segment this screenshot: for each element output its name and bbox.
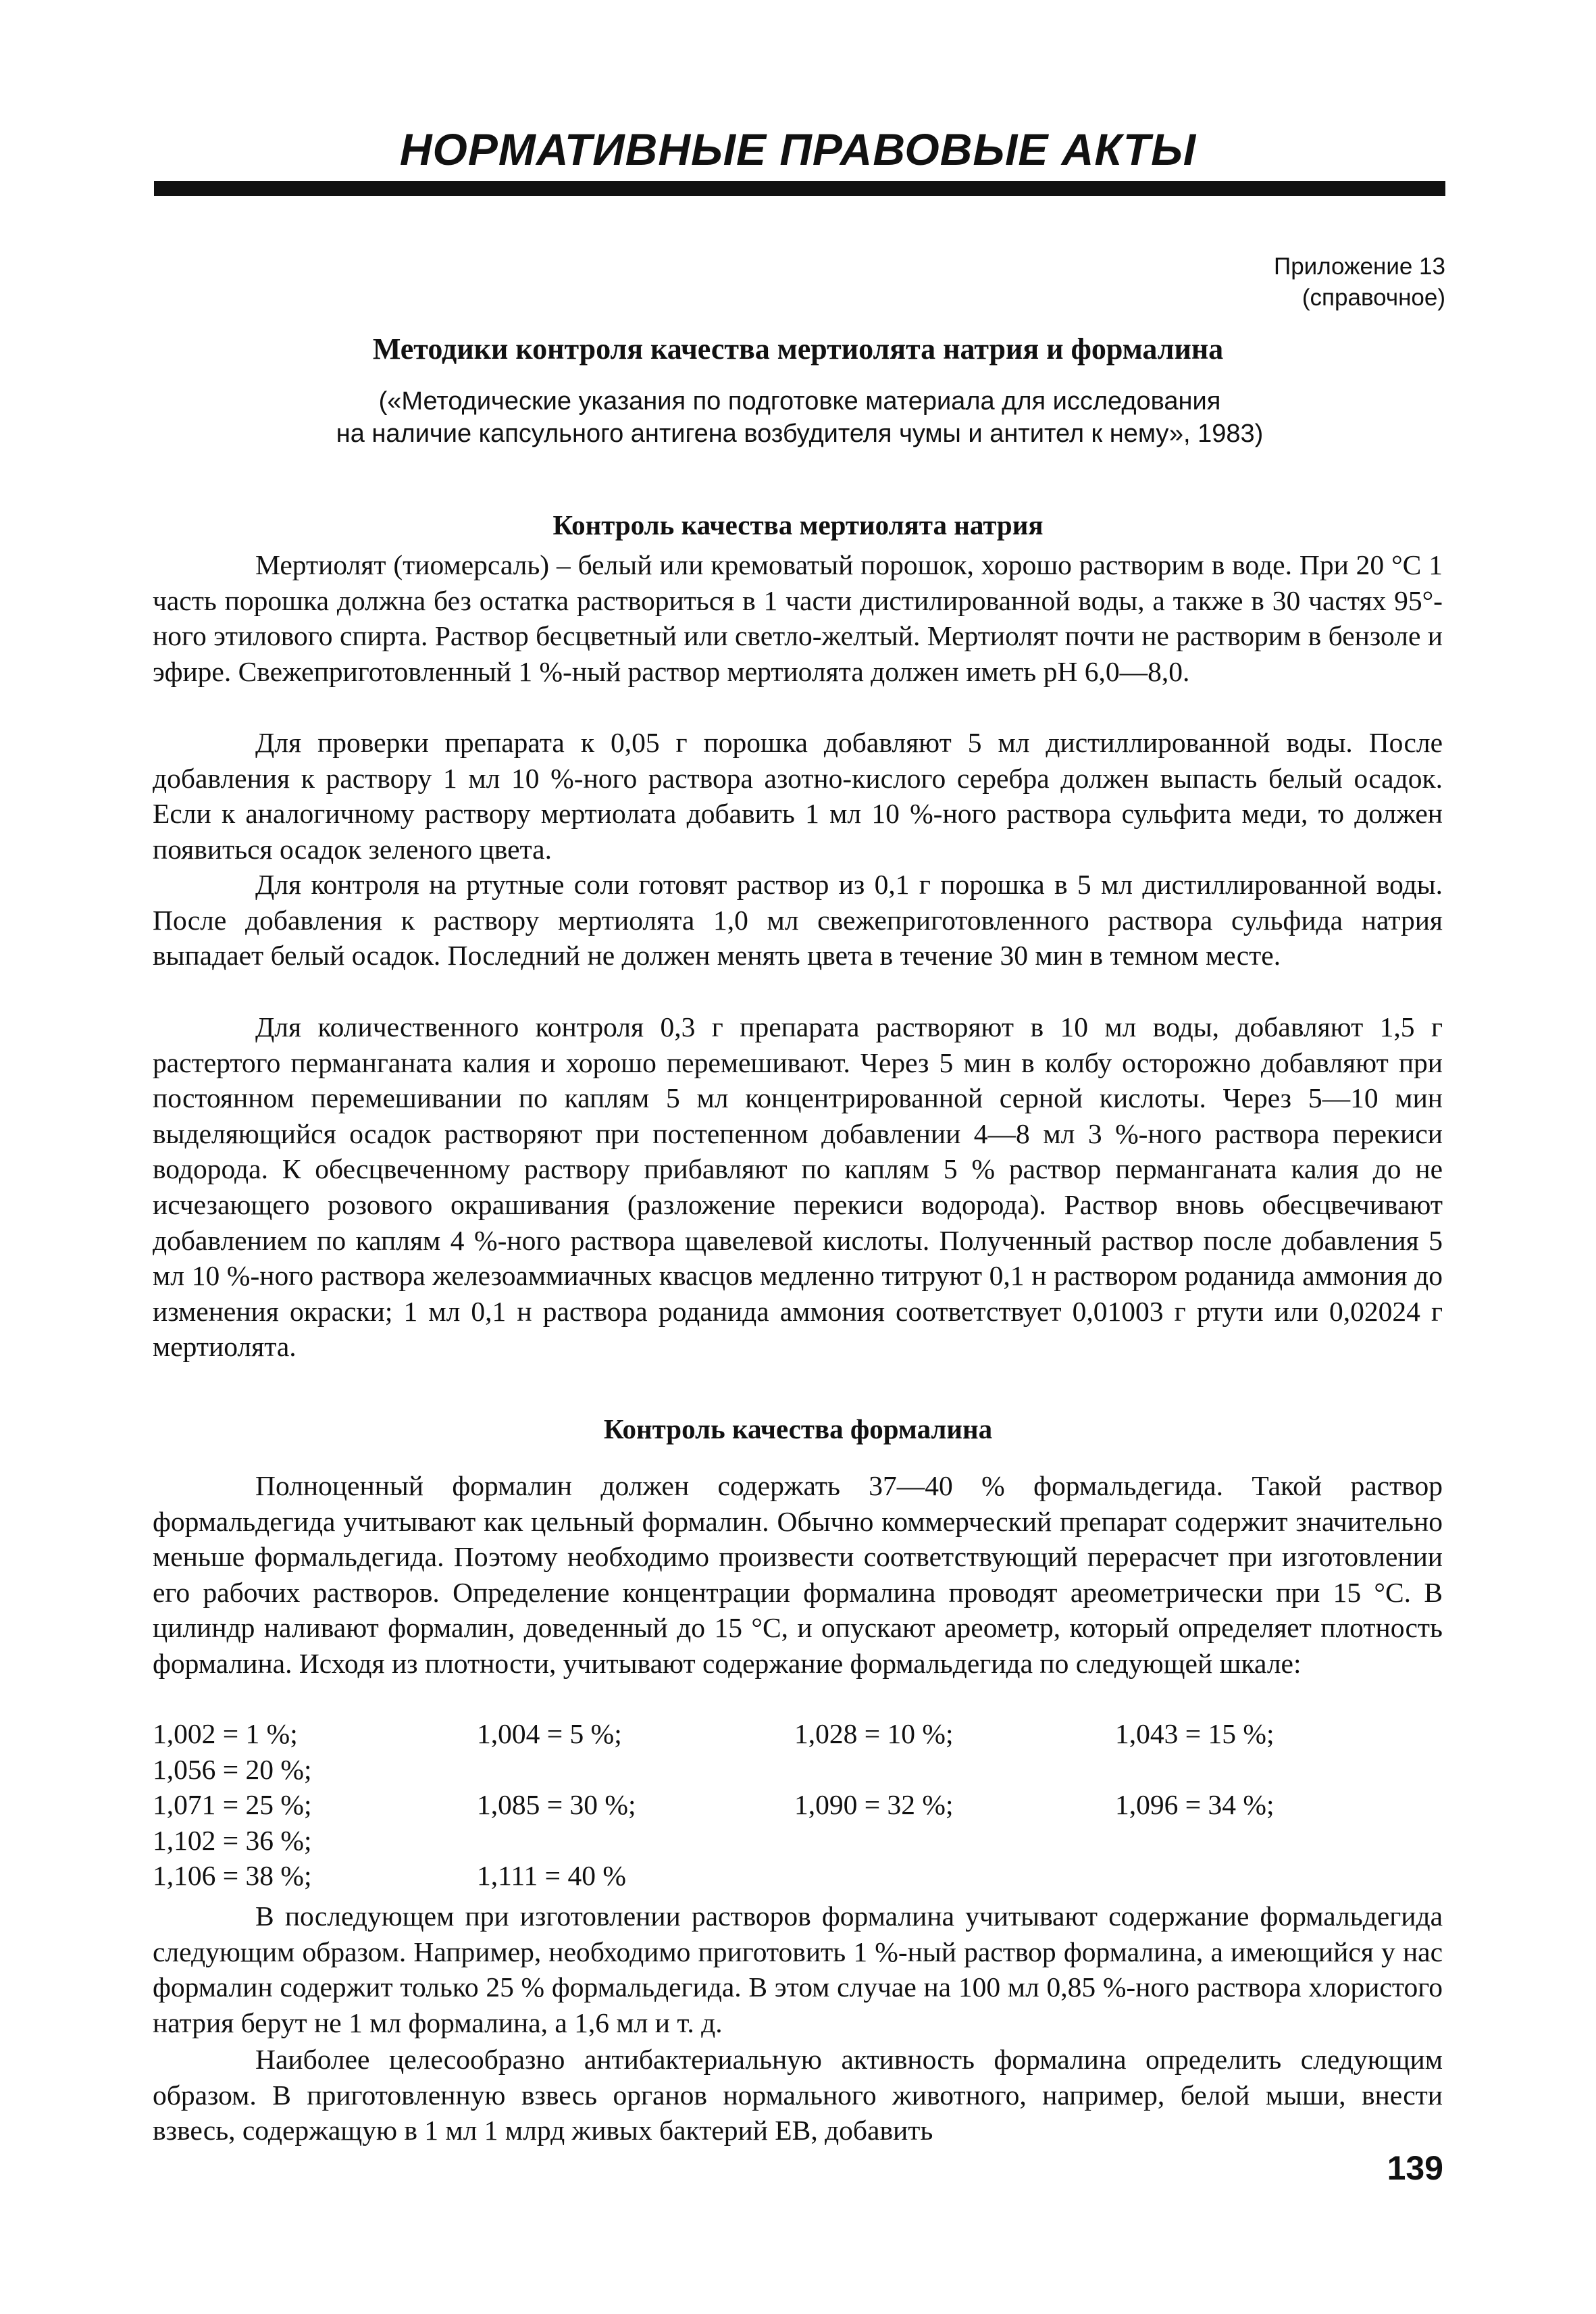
appendix-type: (справочное) [1302, 284, 1445, 311]
section-heading-formalin: Контроль качества формалина [603, 1413, 993, 1444]
paragraph: Для проверки препарата к 0,05 г порошка добавляют 5 мл дистиллированной воды. После добавления к раствору 1 мл 10 %-ного раствора азотно-кислого серебра должен выпасть белый осадок. Если к аналогичному раствору мертиолата добавить 1 мл 10 %-ного раствора сульфита меди, то должен появиться осадок зеленого цвета. [153, 727, 1443, 865]
scale-row [153, 1752, 1443, 1788]
paragraph: Для количественного контроля 0,3 г препарата растворяют в 10 мл воды, добавляют 1,5 г растертого перманганата калия и хорошо перемешивают. Через 5 мин в колбу осторожно добавляют при постоянном перемешивании по каплям 5 мл концентрированной серной кислоты. Через 5—10 мин выделяющийся осадок растворяют при постепенном добавлении 4—8 мл 3 %-ного раствора перекиси водорода. К обесцвеченному раствору прибавляют по каплям 5 % раствор перманганата калия до не исчезающего розового окрашивания (разложение перекиси водорода). Раствор вновь обесцвечивают добавлением по каплям 4 %-ного раствора щавелевой кислоты. Полученный раствор после добавления 5 мл 10 %-ного раствора железоаммиачных квасцов медленно титруют 0,1 н раствором роданида аммония до изменения окраски; 1 мл 0,1 н раствора роданида аммония соответствует 0,01003 г ртути или 0,02024 г мертиолята. [153, 1011, 1443, 1363]
document-source [154, 385, 1445, 450]
paragraph: Наиболее целесообразно антибактериальную активность формалина определить следующим образом. В приготовленную взвесь органов нормального животного, например, белой мыши, внести взвесь, содержащую в 1 мл 1 млрд живых бактерий ЕВ, добавить [153, 2044, 1443, 2146]
scale-row [153, 1823, 1443, 1859]
document-title: Методики контроля качества мертиолята натрия и формалина [372, 332, 1224, 366]
paragraph: Полноценный формалин должен содержать 37—40 % формальдегида. Такой раствор формальдегида учитывают как цельный формалин. Обычно коммерческий препарат содержит значительно меньше формальдегида. Поэтому необходимо произвести соответствующий перерасчет при изготовлении его рабочих растворов. Определение концентрации формалина проводят ареометрически при 15 °С. В цилиндр наливают формалин, доведенный до 15 °С, и опускают ареометр, который определяет плотность формалина. Исходя из плотности, учитывают содержание формальдегида по следующей шкале: [153, 1470, 1443, 1679]
appendix-number: Приложение 13 [1274, 253, 1445, 280]
scale-entry: 1,043 = 15 %; [1115, 1718, 1275, 1749]
scale-entry: 1,002 = 1 %; [153, 1718, 298, 1749]
scale-row [153, 1716, 1443, 1752]
running-header: НОРМАТИВНЫЕ ПРАВОВЫЕ АКТЫ [399, 124, 1197, 174]
section-heading-mertiolate: Контроль качества мертиолята натрия [552, 509, 1044, 540]
header-rule [154, 181, 1445, 196]
scale-row [153, 1787, 1443, 1823]
scale-entry: 1,090 = 32 %; [794, 1789, 954, 1821]
scale-entry: 1,106 = 38 %; [153, 1860, 312, 1892]
scale-entry: 1,004 = 5 %; [477, 1718, 622, 1749]
paragraph: Мертиолят (тиомерсаль) – белый или кремоватый порошок, хорошо растворим в воде. При 20 °С 1 часть порошка должна без остатка раствориться в 1 части дистилированной воды, а также в 30 частях 95°-ного этилового спирта. Раствор бесцветный или светло-желтый. Мертиолят почти не растворим в бензоле и эфире. Свежеприготовленный 1 %-ный раствор мертиолята должен иметь pH 6,0—8,0. [153, 549, 1443, 687]
paragraph: В последующем при изготовлении растворов формалина учитывают содержание формальдегида следующим образом. Например, необходимо приготовить 1 %-ный раствор формалина, а имеющийся у нас формалин содержит только 25 % формальдегида. В этом случае на 100 мл 0,85 %-ного раствора хлористого натрия берут не 1 мл формалина, а 1,6 мл и т. д. [153, 1901, 1443, 2038]
scale-entry: 1,102 = 36 %; [153, 1824, 312, 1856]
source-line-2: на наличие капсульного антигена возбудителя чумы и антител к нему», 1983) [336, 420, 1264, 448]
scale-row [153, 1858, 1443, 1894]
source-line-1: («Методические указания по подготовке материала для исследования [378, 387, 1221, 416]
scale-entry: 1,085 = 30 %; [477, 1789, 636, 1821]
paragraph: Для контроля на ртутные соли готовят раствор из 0,1 г порошка в 5 мл дистиллированной воды. После добавления к раствору мертиолята 1,0 мл свежеприготовленного раствора сульфида натрия выпадает белый осадок. Последний не должен менять цвета в течение 30 мин в темном месте. [153, 869, 1443, 972]
scale-entry: 1,111 = 40 % [477, 1860, 626, 1892]
scale-entry: 1,056 = 20 %; [153, 1753, 312, 1785]
page-number: 139 [1387, 2149, 1443, 2187]
density-scale [153, 1716, 1443, 1894]
scale-entry: 1,096 = 34 %; [1115, 1789, 1275, 1821]
appendix-label [1274, 251, 1445, 313]
scale-entry: 1,071 = 25 %; [153, 1789, 312, 1821]
scale-entry: 1,028 = 10 %; [794, 1718, 954, 1749]
